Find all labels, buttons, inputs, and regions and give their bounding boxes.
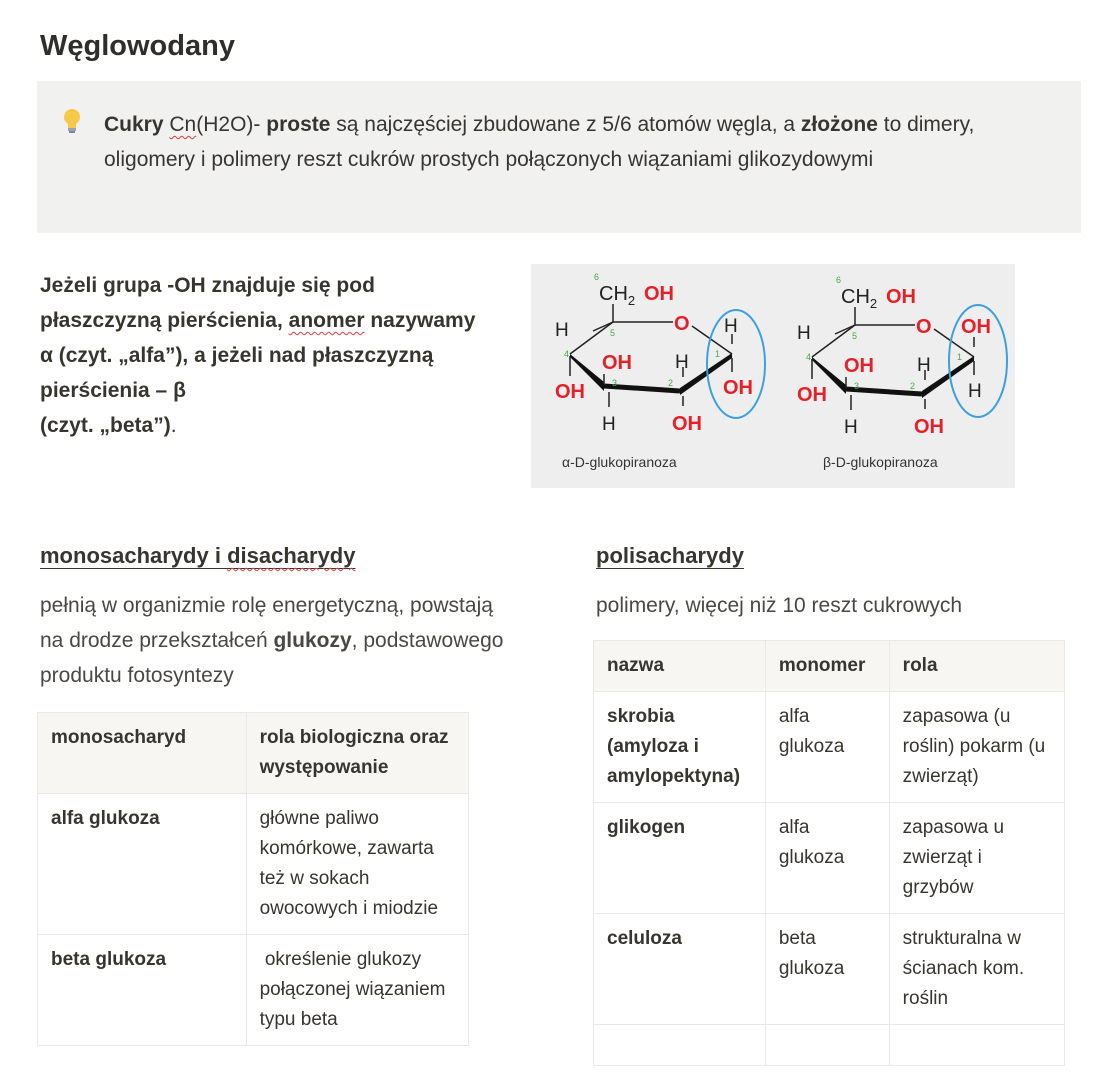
table-row xyxy=(38,935,469,1046)
oh-c6: OH xyxy=(644,283,674,305)
table-row xyxy=(594,803,1065,914)
callout-text xyxy=(104,107,1054,177)
table-cell: beta glukoza xyxy=(765,914,889,1025)
table-cell: główne paliwo komórkowe, zawarta też w sokach owocowych i miodzie xyxy=(246,794,468,935)
glucose-structure-figure xyxy=(531,264,1015,488)
h-c1-beta: H xyxy=(968,381,982,402)
carbon-number-4: 4 xyxy=(806,352,812,362)
beta-glucopyranose xyxy=(797,275,1007,470)
callout-cukry: Cukry xyxy=(104,113,164,136)
ring-oxygen: O xyxy=(674,313,690,335)
glucopyranose-diagram xyxy=(531,264,1015,488)
carbon-number-4: 4 xyxy=(564,349,570,359)
table-row-empty xyxy=(594,1025,1065,1066)
alpha-caption: α-D-glukopiranoza xyxy=(562,454,677,470)
table-header-cell: rola biologiczna oraz występowanie xyxy=(246,713,468,794)
carbon-number-3: 3 xyxy=(612,378,618,388)
h-c5: H xyxy=(797,323,811,344)
carbon-number-5: 5 xyxy=(610,328,616,338)
table-cell: strukturalna w ścianach kom. roślin xyxy=(889,914,1064,1025)
oh-c2: OH xyxy=(672,413,702,435)
callout-proste: proste xyxy=(266,113,331,136)
table-cell: skrobia (amyloza i amylopektyna) xyxy=(594,692,766,803)
carbon-number-6: 6 xyxy=(836,275,842,285)
poli-heading: polisacharydy xyxy=(596,543,744,568)
alpha-glucopyranose xyxy=(555,272,765,470)
glukozy-bold: glukozy xyxy=(273,629,352,652)
poli-table xyxy=(593,640,1065,1066)
h-c2: H xyxy=(917,355,931,376)
table-cell: beta glukoza xyxy=(38,935,247,1046)
oh-c6: OH xyxy=(886,286,916,308)
table-row xyxy=(38,794,469,935)
formula-rest: (H2O)- xyxy=(196,113,261,136)
callout-box xyxy=(37,81,1081,233)
callout-end: to dimery, oligomery i polimery reszt cukrów prostych połączonych wiązaniami glikozydowymi xyxy=(104,113,975,171)
table-cell: zapasowa u zwierząt i grzybów xyxy=(889,803,1064,914)
mono-description: pełnią w organizmie rolę energetyczną, powstają na drodze przekształceń glukozy, podstawowego produktu fotosyntezy xyxy=(40,594,504,687)
callout-zlozone: złożone xyxy=(800,113,878,136)
callout-mid: są najczęściej zbudowane z 5/6 atomów węgla, a xyxy=(336,113,796,136)
h-c3: H xyxy=(602,414,616,435)
carbon-number-1: 1 xyxy=(957,352,963,362)
formula-cn: Cn xyxy=(169,113,197,136)
anomer-word: anomer xyxy=(288,309,365,332)
oh-c1-beta: OH xyxy=(961,316,991,338)
mono-heading: monosacharydy i disacharydy xyxy=(40,543,356,568)
table-cell: alfa glukoza xyxy=(38,794,247,935)
h-c1: H xyxy=(724,316,738,337)
table-cell: zapasowa (u roślin) pokarm (u zwierząt) xyxy=(889,692,1064,803)
anomer-part3: (czyt. „beta”) xyxy=(40,414,171,437)
carbon-number-1: 1 xyxy=(715,349,721,359)
h-c5: H xyxy=(555,320,569,341)
mono-table xyxy=(37,712,469,1046)
table-cell: celuloza xyxy=(594,914,766,1025)
table-header-cell: rola xyxy=(889,641,1064,692)
table-header-row xyxy=(594,641,1065,692)
h-c3: H xyxy=(844,417,858,438)
h-c2: H xyxy=(675,352,689,373)
ch2-label: $CH_2$ xyxy=(599,283,636,308)
table-row xyxy=(594,914,1065,1025)
table-header-cell: monomer xyxy=(765,641,889,692)
anomer-part1: Jeżeli grupa -OH znajduje się pod płaszczyzną pierścienia, xyxy=(40,274,375,332)
poli-description: polimery, więcej niż 10 reszt cukrowych xyxy=(596,594,963,617)
table-header-row xyxy=(38,713,469,794)
anomer-part2: nazywamy α (czyt. „alfa”), a jeżeli nad płaszczyzną pierścienia – β xyxy=(40,309,476,402)
carbon-number-2: 2 xyxy=(910,381,916,391)
table-cell: określenie glukozy połączonej wiązaniem typu beta xyxy=(246,935,468,1046)
anomer-period: . xyxy=(170,414,177,437)
carbon-number-6: 6 xyxy=(594,272,600,282)
oh-c4: OH xyxy=(555,381,585,403)
oh-c3: OH xyxy=(602,352,632,374)
table-header-cell: monosacharyd xyxy=(38,713,247,794)
carbon-number-2: 2 xyxy=(668,378,674,388)
anomer-text xyxy=(40,268,480,443)
oh-c3: OH xyxy=(844,355,874,377)
table-row xyxy=(594,692,1065,803)
beta-caption: β-D-glukopiranoza xyxy=(823,454,938,470)
oh-c1-alpha: OH xyxy=(723,377,753,399)
table-cell: alfa glukoza xyxy=(765,803,889,914)
page-title: Węglowodany xyxy=(40,30,235,62)
oh-c4: OH xyxy=(797,384,827,406)
lightbulb-icon xyxy=(61,107,83,137)
carbon-number-3: 3 xyxy=(854,381,860,391)
table-header-cell: nazwa xyxy=(594,641,766,692)
ring-oxygen: O xyxy=(916,316,932,338)
carbon-number-5: 5 xyxy=(852,331,858,341)
table-cell: alfa glukoza xyxy=(765,692,889,803)
oh-c2: OH xyxy=(914,416,944,438)
table-cell: glikogen xyxy=(594,803,766,914)
ch2-label: $CH_2$ xyxy=(841,286,878,311)
